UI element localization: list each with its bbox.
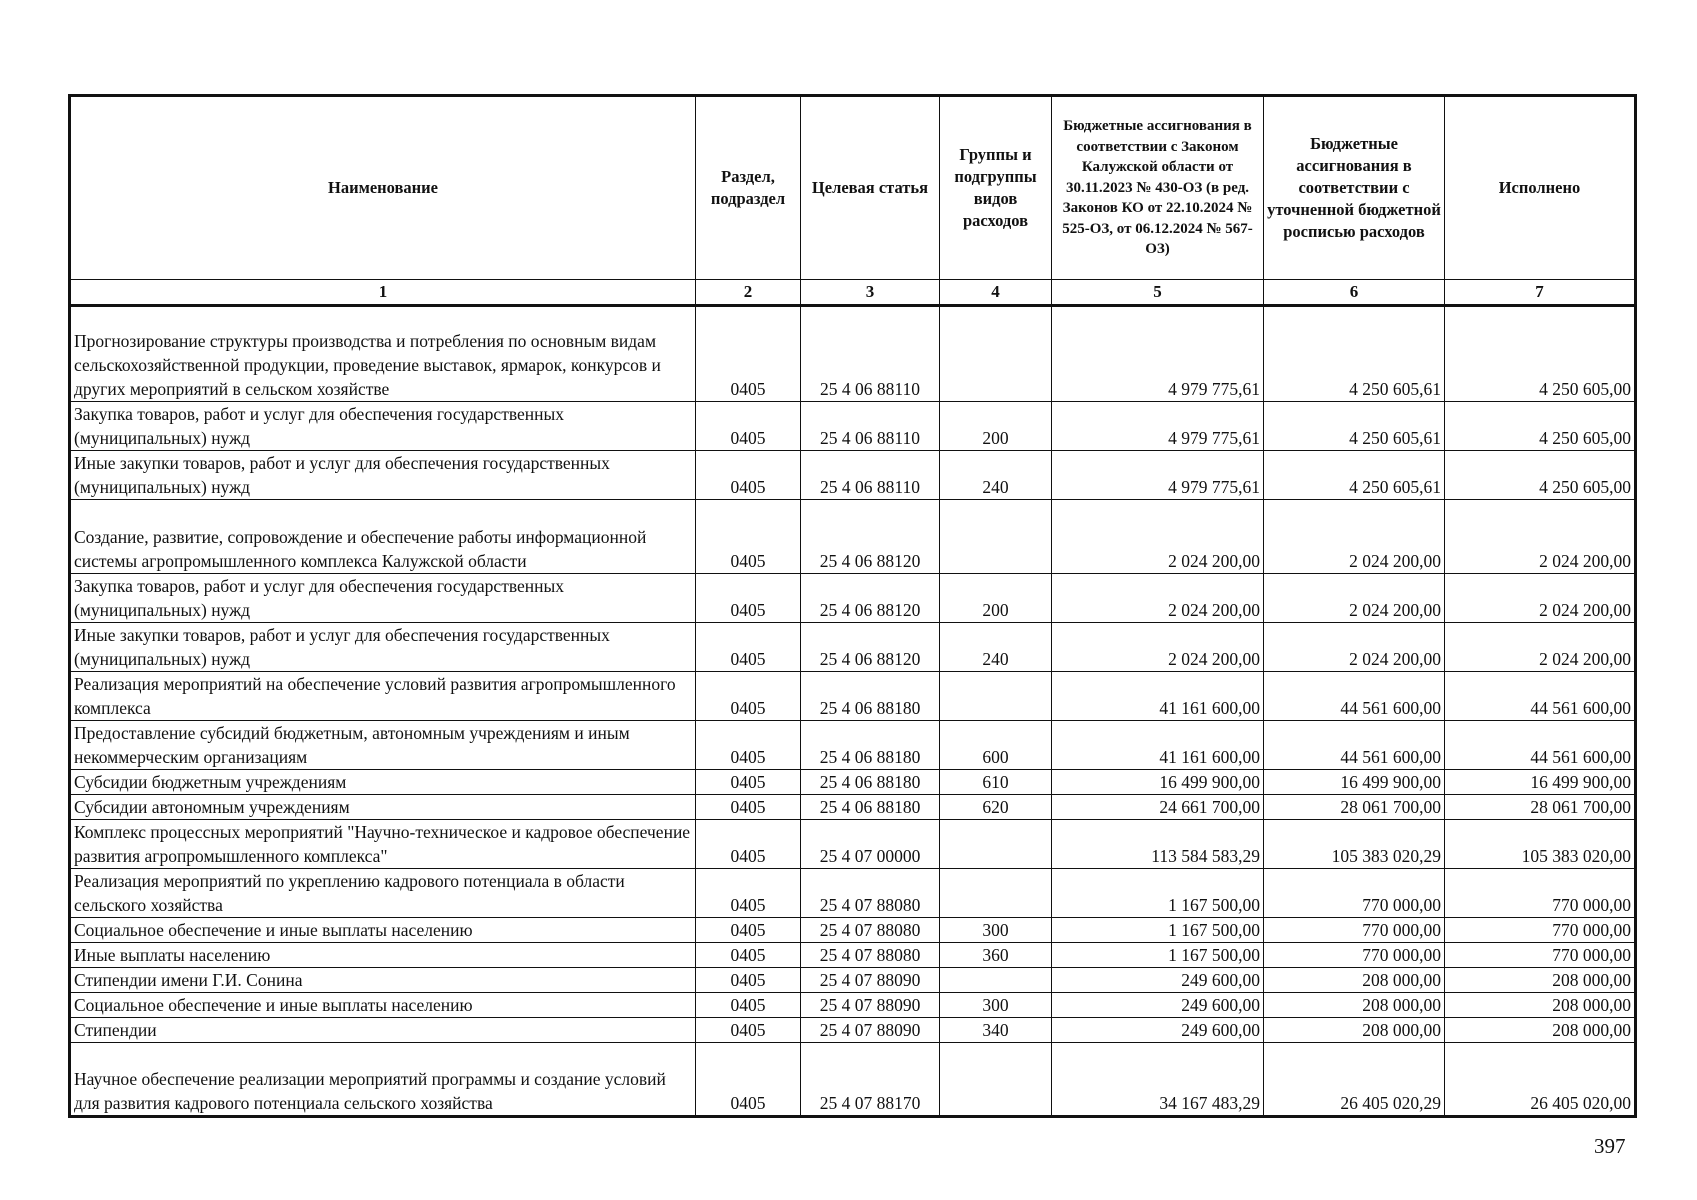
row-name: Предоставление субсидий бюджетным, автономным учреждениям и иным некоммерческим организациям xyxy=(70,721,696,770)
row-section: 0405 xyxy=(696,672,801,721)
row-list-amount: 208 000,00 xyxy=(1264,968,1445,993)
table-row xyxy=(70,721,1636,770)
table-row xyxy=(70,623,1636,672)
row-list-amount: 208 000,00 xyxy=(1264,993,1445,1018)
row-law-amount: 249 600,00 xyxy=(1052,1018,1264,1043)
row-executed-amount: 16 499 900,00 xyxy=(1445,770,1636,795)
header-executed: Исполнено xyxy=(1445,96,1636,280)
row-article: 25 4 07 88090 xyxy=(801,1018,940,1043)
row-list-amount: 770 000,00 xyxy=(1264,943,1445,968)
column-number: 2 xyxy=(696,280,801,306)
row-section: 0405 xyxy=(696,574,801,623)
row-group: 240 xyxy=(940,451,1052,500)
row-name: Научное обеспечение реализации мероприятий программы и создание условий для развития кадрового потенциала сельского хозяйства xyxy=(70,1043,696,1117)
row-executed-amount: 44 561 600,00 xyxy=(1445,672,1636,721)
row-article: 25 4 06 88120 xyxy=(801,623,940,672)
column-number: 7 xyxy=(1445,280,1636,306)
table-row xyxy=(70,770,1636,795)
row-group: 300 xyxy=(940,993,1052,1018)
page-number: 397 xyxy=(1594,1134,1626,1158)
header-section: Раздел, подраздел xyxy=(696,96,801,280)
column-number: 5 xyxy=(1052,280,1264,306)
row-article: 25 4 07 88090 xyxy=(801,968,940,993)
column-number: 6 xyxy=(1264,280,1445,306)
row-list-amount: 26 405 020,29 xyxy=(1264,1043,1445,1117)
row-section: 0405 xyxy=(696,500,801,574)
row-group xyxy=(940,968,1052,993)
row-name: Иные закупки товаров, работ и услуг для обеспечения государственных (муниципальных) нужд xyxy=(70,451,696,500)
row-list-amount: 16 499 900,00 xyxy=(1264,770,1445,795)
row-executed-amount: 28 061 700,00 xyxy=(1445,795,1636,820)
row-executed-amount: 208 000,00 xyxy=(1445,1018,1636,1043)
row-law-amount: 2 024 200,00 xyxy=(1052,574,1264,623)
row-executed-amount: 208 000,00 xyxy=(1445,968,1636,993)
row-group xyxy=(940,672,1052,721)
row-article: 25 4 06 88120 xyxy=(801,500,940,574)
table-row xyxy=(70,968,1636,993)
row-section: 0405 xyxy=(696,993,801,1018)
row-name: Социальное обеспечение и иные выплаты населению xyxy=(70,918,696,943)
table-row xyxy=(70,918,1636,943)
row-section: 0405 xyxy=(696,770,801,795)
row-section: 0405 xyxy=(696,869,801,918)
row-law-amount: 2 024 200,00 xyxy=(1052,623,1264,672)
row-group xyxy=(940,869,1052,918)
row-law-amount: 16 499 900,00 xyxy=(1052,770,1264,795)
row-executed-amount: 4 250 605,00 xyxy=(1445,402,1636,451)
header-target-article: Целевая статья xyxy=(801,96,940,280)
column-number: 4 xyxy=(940,280,1052,306)
row-section: 0405 xyxy=(696,968,801,993)
row-name: Субсидии бюджетным учреждениям xyxy=(70,770,696,795)
table-row xyxy=(70,451,1636,500)
row-name: Создание, развитие, сопровождение и обеспечение работы информационной системы агропромышленного комплекса Калужской области xyxy=(70,500,696,574)
row-list-amount: 208 000,00 xyxy=(1264,1018,1445,1043)
row-article: 25 4 06 88180 xyxy=(801,721,940,770)
table-row xyxy=(70,402,1636,451)
row-law-amount: 4 979 775,61 xyxy=(1052,306,1264,402)
row-name: Субсидии автономным учреждениям xyxy=(70,795,696,820)
header-law-allocations: Бюджетные ассигнования в соответствии с Законом Калужской области от 30.11.2023 № 430-ОЗ (в ред. Законов КО от 22.10.2024 № 525-ОЗ, от 06.12.2024 № 567-ОЗ) xyxy=(1052,96,1264,280)
row-name: Иные закупки товаров, работ и услуг для обеспечения государственных (муниципальных) нужд xyxy=(70,623,696,672)
row-law-amount: 113 584 583,29 xyxy=(1052,820,1264,869)
row-article: 25 4 07 88080 xyxy=(801,869,940,918)
row-law-amount: 24 661 700,00 xyxy=(1052,795,1264,820)
row-name: Социальное обеспечение и иные выплаты населению xyxy=(70,993,696,1018)
row-list-amount: 2 024 200,00 xyxy=(1264,500,1445,574)
row-list-amount: 770 000,00 xyxy=(1264,918,1445,943)
row-group: 340 xyxy=(940,1018,1052,1043)
row-group xyxy=(940,500,1052,574)
row-article: 25 4 07 88080 xyxy=(801,918,940,943)
row-section: 0405 xyxy=(696,306,801,402)
row-section: 0405 xyxy=(696,623,801,672)
row-section: 0405 xyxy=(696,795,801,820)
row-section: 0405 xyxy=(696,918,801,943)
column-number: 1 xyxy=(70,280,696,306)
header-name: Наименование xyxy=(70,96,696,280)
row-group: 200 xyxy=(940,574,1052,623)
row-article: 25 4 06 88110 xyxy=(801,451,940,500)
row-list-amount: 4 250 605,61 xyxy=(1264,306,1445,402)
row-list-amount: 770 000,00 xyxy=(1264,869,1445,918)
row-section: 0405 xyxy=(696,1018,801,1043)
table-row xyxy=(70,943,1636,968)
row-article: 25 4 06 88120 xyxy=(801,574,940,623)
row-law-amount: 249 600,00 xyxy=(1052,993,1264,1018)
row-name: Реализация мероприятий по укреплению кадрового потенциала в области сельского хозяйства xyxy=(70,869,696,918)
table-row xyxy=(70,1043,1636,1117)
column-number-row xyxy=(70,280,1636,306)
row-group xyxy=(940,820,1052,869)
row-executed-amount: 2 024 200,00 xyxy=(1445,500,1636,574)
row-group: 600 xyxy=(940,721,1052,770)
row-article: 25 4 06 88110 xyxy=(801,306,940,402)
table-row xyxy=(70,869,1636,918)
table-body xyxy=(70,306,1636,1117)
table-row xyxy=(70,1018,1636,1043)
row-law-amount: 41 161 600,00 xyxy=(1052,672,1264,721)
row-section: 0405 xyxy=(696,1043,801,1117)
row-law-amount: 1 167 500,00 xyxy=(1052,869,1264,918)
row-executed-amount: 770 000,00 xyxy=(1445,869,1636,918)
row-law-amount: 1 167 500,00 xyxy=(1052,943,1264,968)
row-section: 0405 xyxy=(696,402,801,451)
row-article: 25 4 06 88180 xyxy=(801,795,940,820)
budget-table xyxy=(68,94,1637,1118)
table-row xyxy=(70,672,1636,721)
row-name: Прогнозирование структуры производства и потребления по основным видам сельскохозяйственной продукции, проведение выставок, ярмарок, конкурсов и других мероприятий в сельском хозяйстве xyxy=(70,306,696,402)
row-list-amount: 4 250 605,61 xyxy=(1264,451,1445,500)
table-row xyxy=(70,795,1636,820)
row-executed-amount: 105 383 020,00 xyxy=(1445,820,1636,869)
row-law-amount: 41 161 600,00 xyxy=(1052,721,1264,770)
row-executed-amount: 26 405 020,00 xyxy=(1445,1043,1636,1117)
row-name: Закупка товаров, работ и услуг для обеспечения государственных (муниципальных) нужд xyxy=(70,402,696,451)
row-group: 610 xyxy=(940,770,1052,795)
row-law-amount: 4 979 775,61 xyxy=(1052,402,1264,451)
row-list-amount: 28 061 700,00 xyxy=(1264,795,1445,820)
row-section: 0405 xyxy=(696,451,801,500)
row-law-amount: 249 600,00 xyxy=(1052,968,1264,993)
header-adjusted-allocations: Бюджетные ассигнования в соответствии с уточненной бюджетной росписью расходов xyxy=(1264,96,1445,280)
row-article: 25 4 06 88180 xyxy=(801,770,940,795)
row-section: 0405 xyxy=(696,820,801,869)
row-article: 25 4 07 88080 xyxy=(801,943,940,968)
row-list-amount: 44 561 600,00 xyxy=(1264,672,1445,721)
row-executed-amount: 4 250 605,00 xyxy=(1445,451,1636,500)
row-law-amount: 34 167 483,29 xyxy=(1052,1043,1264,1117)
row-group: 300 xyxy=(940,918,1052,943)
row-article: 25 4 07 00000 xyxy=(801,820,940,869)
row-executed-amount: 208 000,00 xyxy=(1445,993,1636,1018)
row-name: Комплекс процессных мероприятий "Научно-техническое и кадровое обеспечение развития агропромышленного комплекса" xyxy=(70,820,696,869)
row-name: Иные выплаты населению xyxy=(70,943,696,968)
row-list-amount: 44 561 600,00 xyxy=(1264,721,1445,770)
row-group: 240 xyxy=(940,623,1052,672)
row-group: 620 xyxy=(940,795,1052,820)
column-number: 3 xyxy=(801,280,940,306)
table-row xyxy=(70,820,1636,869)
row-group: 360 xyxy=(940,943,1052,968)
row-group: 200 xyxy=(940,402,1052,451)
row-executed-amount: 770 000,00 xyxy=(1445,943,1636,968)
row-section: 0405 xyxy=(696,943,801,968)
table-header xyxy=(70,96,1636,306)
row-executed-amount: 2 024 200,00 xyxy=(1445,574,1636,623)
table-row xyxy=(70,574,1636,623)
table-row xyxy=(70,993,1636,1018)
row-name: Закупка товаров, работ и услуг для обеспечения государственных (муниципальных) нужд xyxy=(70,574,696,623)
row-article: 25 4 07 88090 xyxy=(801,993,940,1018)
row-law-amount: 2 024 200,00 xyxy=(1052,500,1264,574)
row-article: 25 4 07 88170 xyxy=(801,1043,940,1117)
row-group xyxy=(940,306,1052,402)
row-executed-amount: 770 000,00 xyxy=(1445,918,1636,943)
row-list-amount: 2 024 200,00 xyxy=(1264,623,1445,672)
row-group xyxy=(940,1043,1052,1117)
row-executed-amount: 4 250 605,00 xyxy=(1445,306,1636,402)
row-name: Стипендии имени Г.И. Сонина xyxy=(70,968,696,993)
row-law-amount: 1 167 500,00 xyxy=(1052,918,1264,943)
row-article: 25 4 06 88180 xyxy=(801,672,940,721)
table-row xyxy=(70,500,1636,574)
header-expense-groups: Группы и подгруппы видов расходов xyxy=(940,96,1052,280)
row-list-amount: 2 024 200,00 xyxy=(1264,574,1445,623)
row-list-amount: 105 383 020,29 xyxy=(1264,820,1445,869)
row-section: 0405 xyxy=(696,721,801,770)
row-executed-amount: 2 024 200,00 xyxy=(1445,623,1636,672)
row-list-amount: 4 250 605,61 xyxy=(1264,402,1445,451)
row-article: 25 4 06 88110 xyxy=(801,402,940,451)
row-executed-amount: 44 561 600,00 xyxy=(1445,721,1636,770)
row-name: Стипендии xyxy=(70,1018,696,1043)
row-law-amount: 4 979 775,61 xyxy=(1052,451,1264,500)
table-row xyxy=(70,306,1636,402)
row-name: Реализация мероприятий на обеспечение условий развития агропромышленного комплекса xyxy=(70,672,696,721)
